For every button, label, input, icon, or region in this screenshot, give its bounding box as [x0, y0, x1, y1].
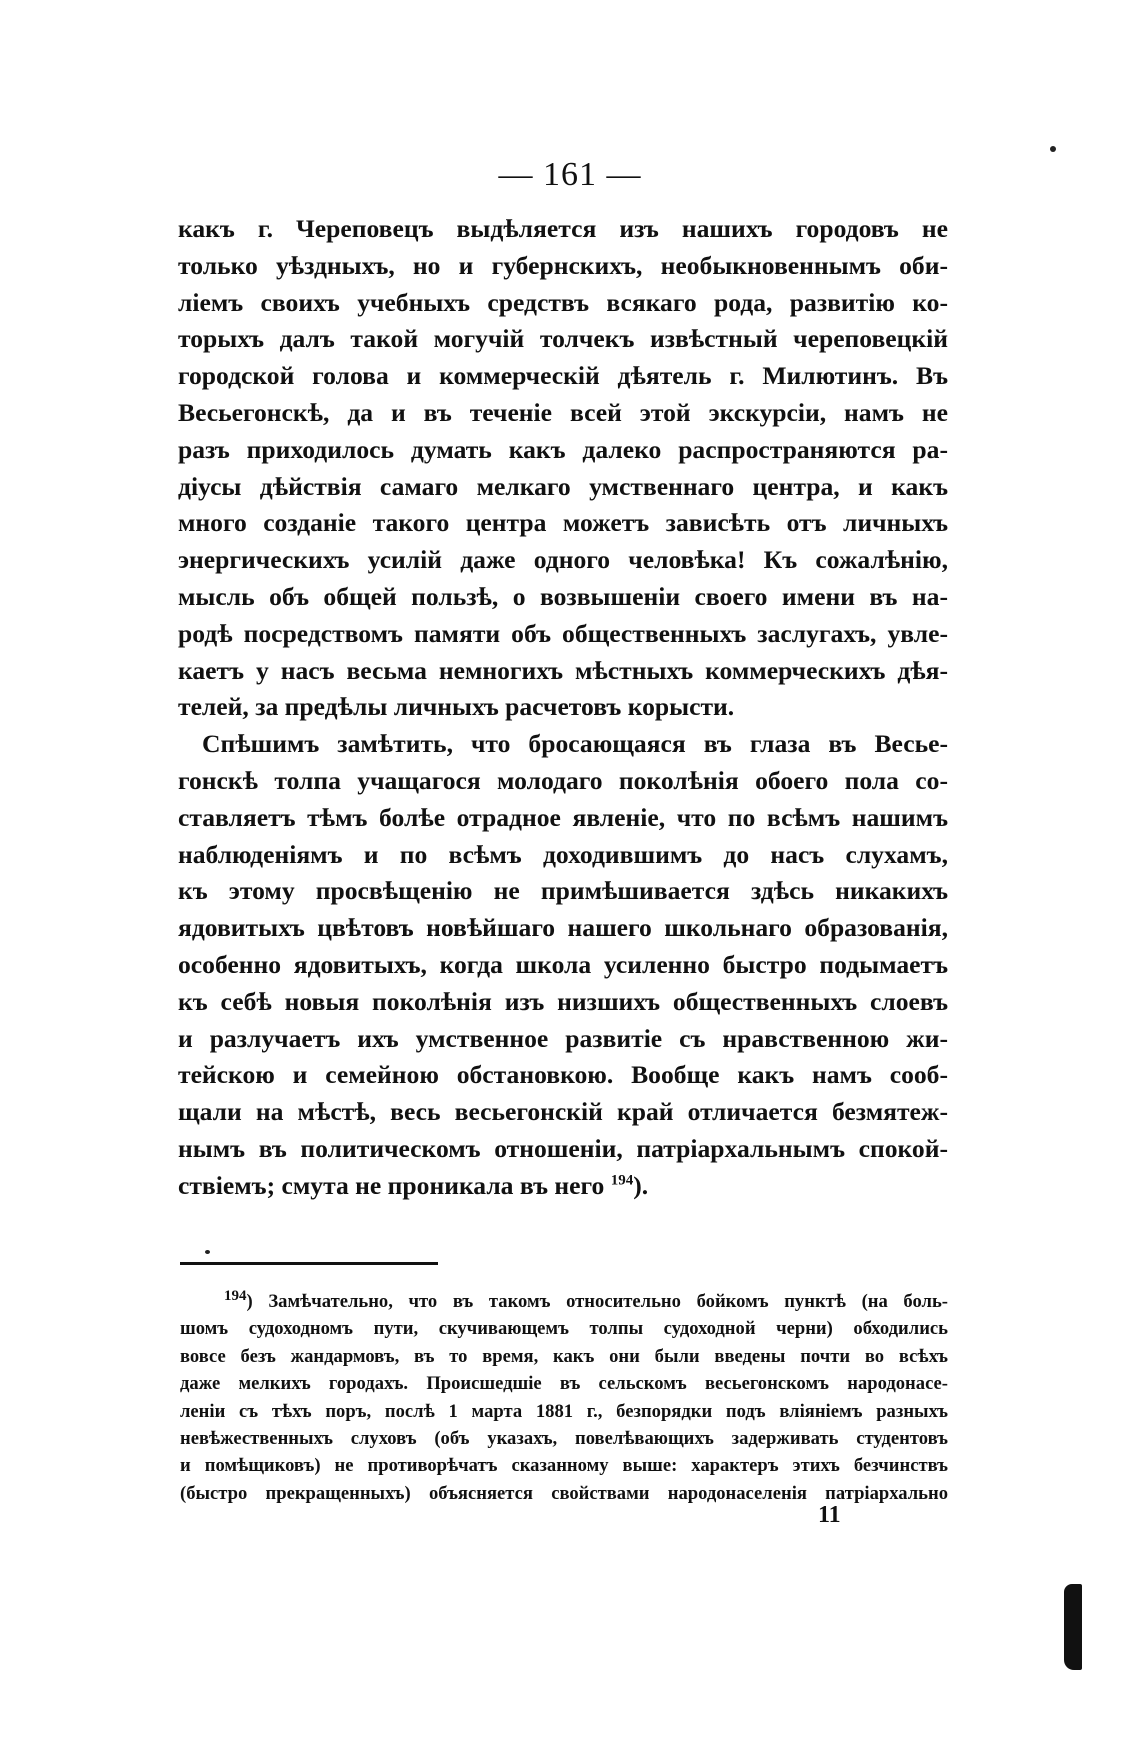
print-speck — [205, 1250, 210, 1254]
footnote-reference: 194 — [610, 1172, 634, 1189]
footnote-line: вовсе безъ жандармовъ, въ то время, какъ они были введены почти во всѣхъ — [180, 1345, 948, 1367]
text-line: городской голова и коммерческій дѣятель г. Милютинъ. Въ — [178, 361, 948, 391]
page-edge-shadow — [1064, 1584, 1082, 1670]
text-line: мысль объ общей пользѣ, о возвышеніи своего имени въ на- — [178, 581, 948, 611]
text-line: Спѣшимъ замѣтить, что бросающаяся въ глаза въ Весье- — [202, 729, 948, 759]
text-line: ствіемъ; смута не проникала въ него — [178, 1170, 605, 1200]
text-line: родѣ посредствомъ памяти объ общественныхъ заслугахъ, увле- — [178, 618, 948, 648]
text-line: разъ приходилось думать какъ далеко распространяются ра- — [178, 434, 948, 464]
sentence-end: ). — [633, 1170, 649, 1200]
text-line: щали на мѣстѣ, весь весьегонскій край отличается безмятеж- — [178, 1097, 948, 1127]
text-line: много созданіе такого центра можетъ зависѣть отъ личныхъ — [178, 508, 948, 538]
text-line: гонскѣ толпа учащагося молодаго поколѣнія обоего пола со- — [178, 765, 948, 795]
print-speck — [1050, 146, 1056, 152]
text-line: къ этому просвѣщенію не примѣшивается здѣсь никакихъ — [178, 876, 948, 906]
text-line: тейскою и семейною обстановкою. Вообще какъ намъ сооб- — [178, 1060, 948, 1090]
text-line: діусы дѣйствія самаго мелкаго умственнаго центра, и какъ — [178, 471, 948, 501]
text-line: наблюденіямъ и по всѣмъ доходившимъ до насъ слухамъ, — [178, 839, 948, 869]
paragraph-1 — [178, 211, 948, 726]
footnote-line: шомъ судоходномъ пути, скучивающемъ толпы судоходной черни) обходились — [180, 1318, 948, 1340]
footnote — [180, 1288, 948, 1507]
text-line: ліемъ своихъ учебныхъ средствъ всякаго рода, развитію ко- — [178, 287, 948, 317]
text-line: телей, за предѣлы личныхъ расчетовъ корысти. — [178, 692, 735, 722]
footnote-line: леніи съ тѣхъ поръ, послѣ 1 марта 1881 г., безпорядки подъ вліяніемъ разныхъ — [180, 1400, 948, 1422]
page-number: — 161 — — [498, 156, 642, 193]
text-line: энергическихъ усилій даже одного человѣка! Къ сожалѣнію, — [178, 545, 948, 575]
footnote-divider — [180, 1262, 438, 1265]
text-line: нымъ въ политическомъ отношеніи, патріархальнымъ спокой- — [178, 1133, 948, 1163]
text-line: особенно ядовитыхъ, когда школа усиленно быстро подымаетъ — [178, 949, 948, 979]
paragraph-2 — [178, 726, 948, 1204]
text-line: торыхъ далъ такой могучій толчекъ извѣстный череповецкій — [178, 324, 948, 354]
text-line: какъ г. Череповецъ выдѣляется изъ нашихъ городовъ не — [178, 214, 948, 243]
footnote-line: невѣжественныхъ слуховъ (объ указахъ, повелѣвающихъ задерживать студентовъ — [180, 1428, 948, 1450]
text-line: и разлучаетъ ихъ умственное развитіе съ нравственною жи- — [178, 1023, 948, 1053]
text-line: каетъ у насъ весьма немногихъ мѣстныхъ коммерческихъ дѣя- — [178, 655, 948, 685]
main-text — [178, 211, 948, 1205]
footnote-text: ) Замѣчательно, что въ такомъ относительно бойкомъ пунктѣ (на боль- — [246, 1291, 948, 1312]
text-line: Весьегонскѣ, да и въ теченіе всей этой экскурсіи, намъ не — [178, 397, 948, 427]
footnote-line-first — [180, 1288, 948, 1315]
text-line: только уѣздныхъ, но и губернскихъ, необыкновеннымъ оби- — [178, 250, 948, 280]
footnote-line: даже мелкихъ городахъ. Происшедшіе въ сельскомъ весьегонскомъ народонасе- — [180, 1373, 948, 1395]
text-line: ставляетъ тѣмъ болѣе отрадное явленіе, что по всѣмъ нашимъ — [178, 802, 948, 832]
text-line: къ себѣ новыя поколѣнія изъ низшихъ общественныхъ слоевъ — [178, 986, 948, 1016]
text-line-final — [178, 1168, 948, 1205]
footnote-number: 194 — [224, 1288, 247, 1304]
text-line: ядовитыхъ цвѣтовъ новѣйшаго нашего школьнаго образованія, — [178, 913, 948, 943]
footnote-line: (быстро прекращенныхъ) объясняется свойствами народонаселенія патріархально — [180, 1482, 948, 1504]
signature-mark: 11 — [818, 1502, 841, 1528]
footnote-line: и помѣщиковъ) не противорѣчатъ сказанному выше: характеръ этихъ безчинствъ — [180, 1455, 948, 1477]
